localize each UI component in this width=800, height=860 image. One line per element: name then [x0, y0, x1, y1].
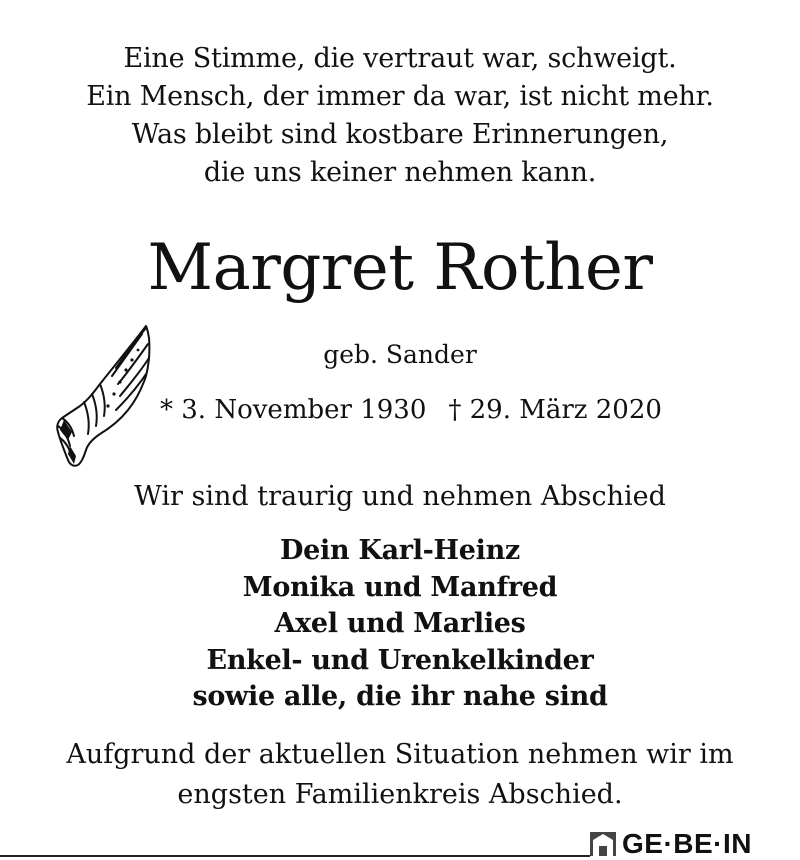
funeral-notice — [0, 735, 800, 815]
deceased-name: Margret Rother — [147, 231, 653, 305]
poem — [0, 40, 800, 192]
birth-date: * 3. November 1930 — [160, 395, 427, 425]
footer-rule — [0, 855, 590, 857]
death-date: † 29. März 2020 — [448, 395, 662, 425]
notice-line: Aufgrund der aktuellen Situation nehmen wir im — [66, 739, 734, 770]
family-line: Axel und Marlies — [274, 608, 526, 639]
life-dates — [160, 392, 662, 428]
family-line: Dein Karl-Heinz — [280, 535, 520, 566]
family-line: Enkel- und Urenkelkinder — [206, 644, 594, 676]
notice-line: engsten Familienkreis Abschied. — [177, 779, 623, 810]
publisher-logo — [588, 828, 752, 860]
poem-line: Ein Mensch, der immer da war, ist nicht mehr. — [86, 81, 714, 112]
poem-line: Was bleibt sind kostbare Erinnerungen, — [131, 119, 669, 150]
logo-text: GE·BE·IN — [622, 828, 752, 859]
family-signature — [0, 533, 800, 716]
farewell-text: Wir sind traurig und nehmen Abschied — [134, 481, 666, 512]
poem-line: Eine Stimme, die vertraut war, schweigt. — [123, 43, 677, 74]
family-line: sowie alle, die ihr nahe sind — [192, 681, 608, 712]
family-line: Monika und Manfred — [242, 571, 558, 603]
gebein-logo-icon — [588, 830, 618, 858]
poem-line: die uns keiner nehmen kann. — [203, 157, 597, 188]
birth-name: geb. Sander — [323, 340, 477, 369]
